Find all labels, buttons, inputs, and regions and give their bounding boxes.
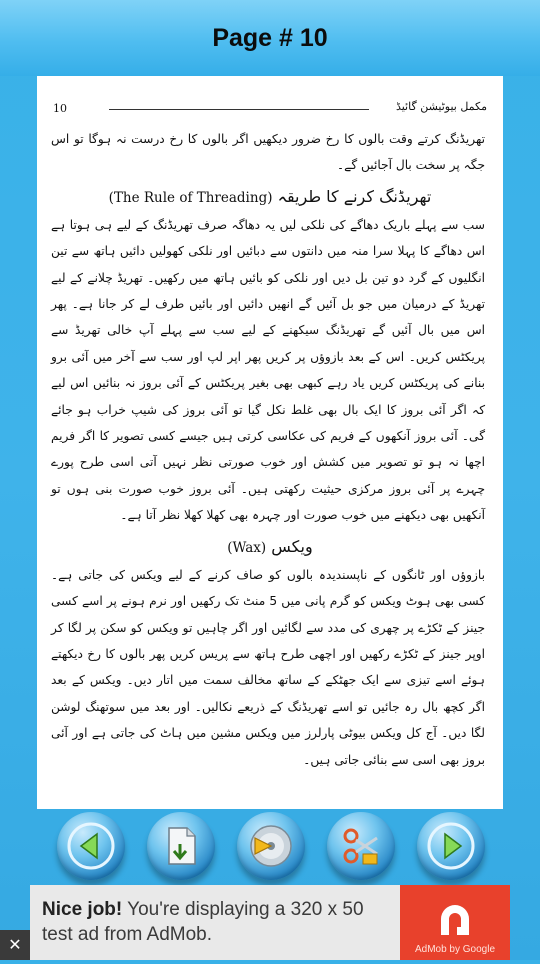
scissors-share-icon (327, 812, 395, 880)
threading-heading (37, 187, 503, 206)
share-button[interactable] (327, 812, 395, 880)
resume-button[interactable] (237, 812, 305, 880)
threading-paragraph: سب سے پہلے باریک دھاگے کی نلکی لیں یہ دھاگہ صرف تھریڈنگ کے لیے ہی ہوتا ہے اس دھاگے کا پہلا سرا منہ میں دانتوں سے دبائیں اور نلکی کھولیں دائیں ہاتھ سے تین انگلیوں کے گرد دو تین بل دیں اور نلکی کو بائیں ہاتھ میں رکھیں۔ تھریڈ چلانے کے لیے تھریڈ کے درمیان میں جو بل آئیں گے انھیں دائیں اور بائیں طرف لے کر جانا ہے۔ پھر اس میں بال آئیں گے تھریڈنگ سیکھنے کے لیے سب سے پہلے آپ خالی تھریڈ سے پریکٹس کریں۔ اس کے بعد بازوؤں پر کریں پھر اپر لپ اور سب سے آخر میں آئی برو بنانے کی پریکٹس کریں یاد رہے کبھی بھی بغیر پریکٹس کے آئی بروز نہ بنائیں اس لیے کہ اگر آئی بروز کا ایک بال بھی غلط نکل گیا تو آئی بروز کی شیپ خراب ہو جائے گی۔ آئی بروز آنکھوں کے فریم کی عکاسی کرتی ہیں جیسے کسی تصویر کا اگر فریم اچھا نہ ہو تو تصویر میں کشش اور خوب صورتی نظر نہیں آتی اسی طرح پورے چہرے پر آئی بروز مرکزی حیثیت رکھتی ہیں۔ آئی بروز خوب صورت بنی ہوں تو آنکھیں بھی دیکھنے میں خوب صورت اور چہرہ بھی کھلا کھلا نظر آتا ہے۔ (51, 217, 485, 523)
wax-heading (37, 537, 503, 556)
intro-paragraph: تھریڈنگ کرتے وقت بالوں کا رخ ضرور دیکھیں اگر بالوں کا رخ درست نہ ہوگا تو اس جگہ پر سخت بال آجائیں گے۔ (51, 132, 485, 173)
ad-brand: AdMob by Google (414, 944, 496, 955)
previous-page-button[interactable] (57, 812, 125, 880)
threading-heading-urdu: تھریڈنگ کرنے کا طریقہ (277, 186, 432, 206)
threading-heading-english: (The Rule of Threading) (108, 189, 273, 206)
admob-test-ad-banner[interactable] (30, 885, 510, 960)
ad-close-icon[interactable]: ✕ (0, 930, 30, 960)
page-number: 10 (53, 102, 67, 115)
cd-play-icon (237, 812, 305, 880)
wax-heading-urdu: ویکس (271, 536, 313, 556)
ad-text (42, 897, 397, 947)
running-title: مکمل بیوٹیشن گائیڈ (395, 100, 487, 113)
document-download-icon (147, 812, 215, 880)
running-head (53, 100, 487, 118)
app-header (0, 0, 540, 76)
ad-message: You're displaying a 320 x 50 test ad from AdMob. (42, 899, 364, 945)
admob-logo (400, 885, 510, 960)
header-rule (109, 109, 369, 110)
arrow-left-icon (57, 812, 125, 880)
next-page-button[interactable] (417, 812, 485, 880)
page-title: Page # 10 (212, 23, 328, 52)
arrow-right-icon (417, 812, 485, 880)
ad-headline: Nice job! (42, 899, 123, 920)
book-page-image (37, 76, 503, 809)
wax-paragraph: بازوؤں اور ٹانگوں کے ناپسندیدہ بالوں کو صاف کرنے کے لیے ویکس کی جاتی ہے۔ کسی بھی ہوٹ ویکس کو گرم پانی میں 5 منٹ تک رکھیں اور نرم ہونے پر اسے کسی جینز کے ٹکڑے پر چھری کی مدد سے لگائیں اور اگر چاہیں تو ویکس کو سکن پر لگا کر اوپر جینز کے ٹکڑے رکھیں اور اچھی طرح ہاتھ سے پریس کریں پھر بالوں کا رخ دیکھتے ہوئے اسے تیزی سے ایک جھٹکے کے ساتھ مخالف سمت میں اتار دیں۔ ویکس کے بعد اگر کچھ بال رہ جائیں تو اسے تھریڈنگ کے ذریعے نکالیں۔ اور بعد میں سوتھنگ لوشن لگا دیں۔ آج کل ویکس بیوٹی پارلرز میں ویکس مشین میں ہاٹ کی جاتی ہے اور آئی بروز بھی اسی سے بنائی جاتی ہیں۔ (51, 567, 485, 767)
go-to-page-button[interactable] (147, 812, 215, 880)
wax-heading-english: (Wax) (227, 539, 267, 556)
navigation-toolbar (0, 810, 540, 888)
